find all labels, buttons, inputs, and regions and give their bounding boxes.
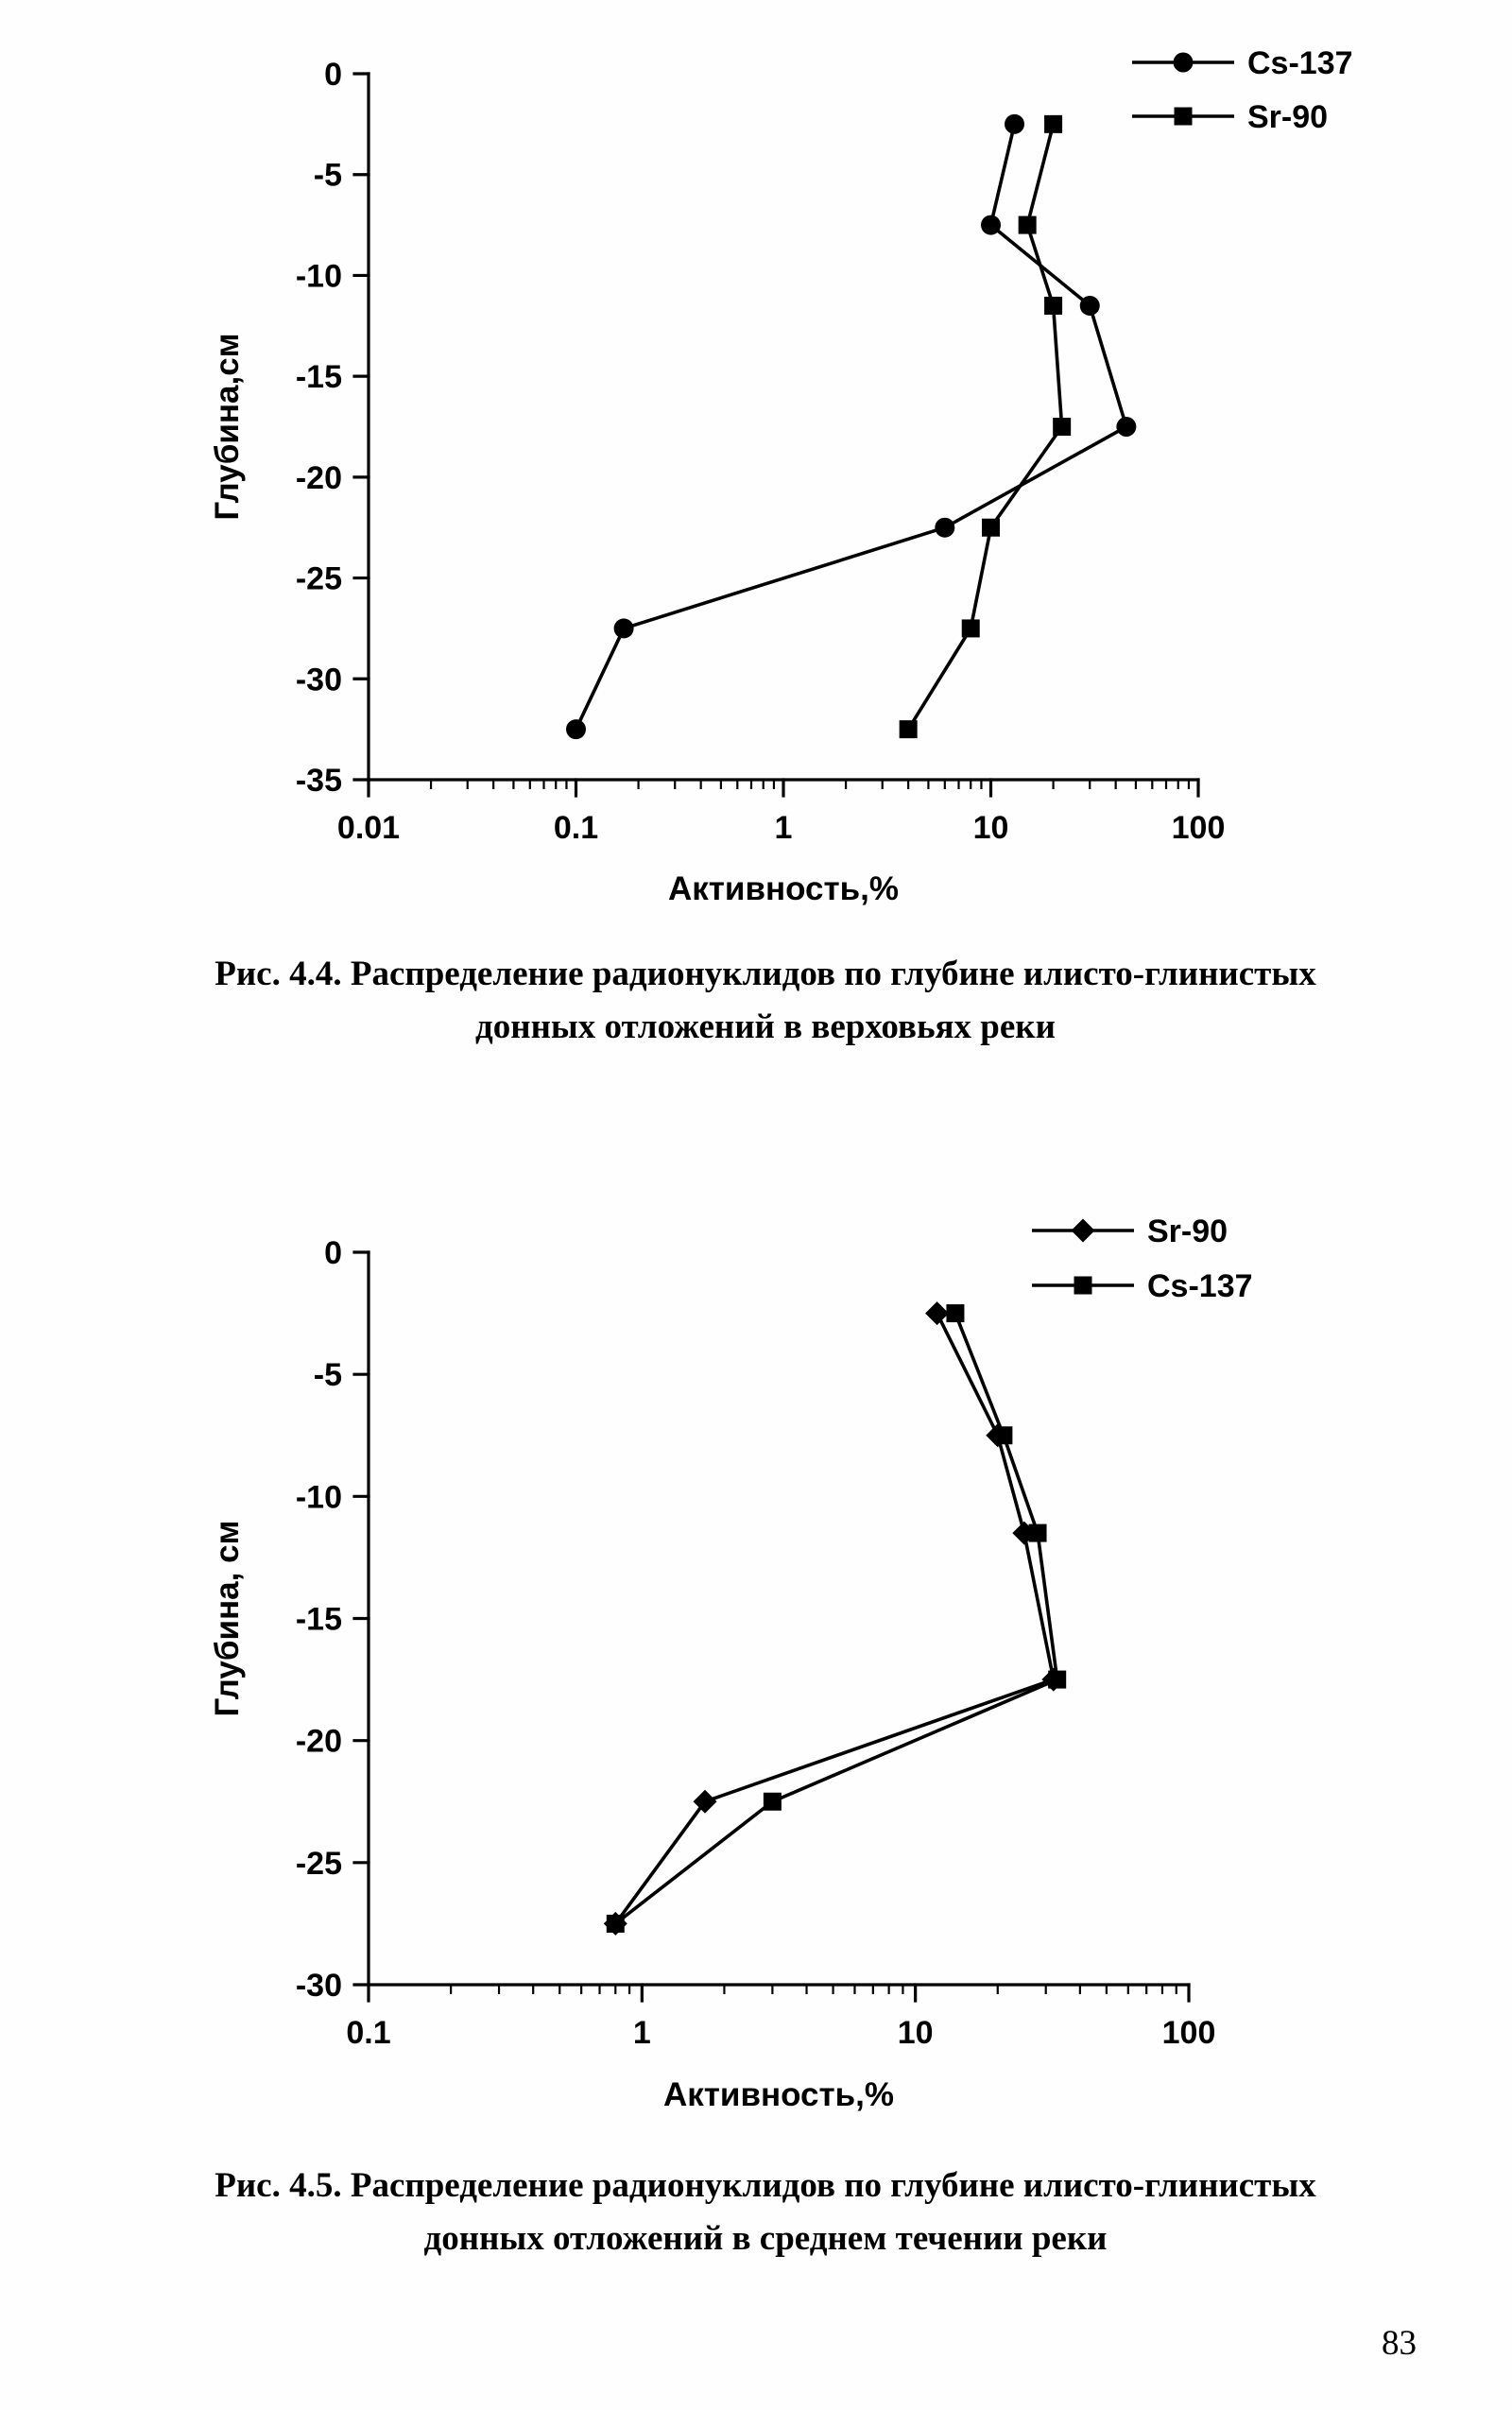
marker-diamond [925, 1301, 949, 1325]
marker-square [982, 519, 1000, 537]
y-axis-title: Глубина, см [209, 1520, 246, 1717]
marker-circle [566, 719, 586, 739]
x-tick-label: 1 [632, 2015, 651, 2051]
chart-radionuclide-depth-upper-river [0, 19, 1512, 964]
caption-line [215, 2166, 1315, 2205]
marker-square [1044, 297, 1062, 315]
y-tick-label: -15 [295, 1601, 342, 1638]
caption-line [215, 955, 1315, 993]
marker-square [900, 720, 918, 738]
y-tick-label: -20 [295, 459, 342, 496]
marker-square [946, 1304, 964, 1322]
figure-4-4-label: Рис. 4.4. [215, 955, 342, 993]
marker-square [1029, 1524, 1047, 1542]
y-tick-label: -5 [313, 1357, 342, 1394]
y-tick-label: -10 [295, 258, 342, 295]
marker-square [764, 1793, 782, 1811]
marker-square [962, 619, 980, 637]
marker-circle [1005, 114, 1024, 134]
legend-label: Sr-90 [1247, 99, 1329, 135]
y-tick-label: 0 [324, 57, 342, 93]
y-tick-label: -20 [295, 1723, 342, 1760]
marker-square [1074, 1277, 1092, 1295]
y-tick-label: -30 [295, 1968, 342, 2004]
x-tick-label: 0.01 [336, 810, 401, 846]
x-axis-title: Активность,% [668, 870, 899, 907]
marker-square [607, 1915, 625, 1933]
series-line-sr-90 [615, 1314, 1054, 1924]
page-number: 83 [1382, 2324, 1417, 2363]
x-tick-label: 0.1 [553, 810, 599, 846]
y-tick-label: -10 [295, 1479, 342, 1516]
figure-4-5-caption [132, 2160, 1399, 2264]
x-tick-label: 100 [1161, 2015, 1216, 2051]
y-tick-label: -25 [295, 1845, 342, 1882]
legend-label: Sr-90 [1147, 1214, 1228, 1249]
marker-diamond [1072, 1219, 1095, 1243]
y-tick-label: -5 [313, 157, 342, 194]
y-tick-label: -25 [295, 560, 342, 597]
marker-square [994, 1426, 1012, 1444]
y-axis-title: Глубина,см [209, 333, 246, 521]
figure-4-5-label: Рис. 4.5. [215, 2166, 342, 2205]
figure-4-5-caption-text-1: Распределение радионуклидов по глубине илисто-глинистых [350, 2166, 1316, 2205]
x-tick-label: 10 [972, 810, 1009, 846]
x-tick-label: 0.1 [346, 2015, 391, 2051]
figure-4-4-caption-text-1: Распределение радионуклидов по глубине илисто-глинистых [350, 955, 1316, 993]
x-tick-label: 1 [774, 810, 793, 846]
marker-square [1048, 1671, 1066, 1689]
marker-diamond [694, 1790, 717, 1814]
figure-4-4-caption [132, 948, 1399, 1053]
marker-circle [935, 518, 954, 538]
legend-label: Cs-137 [1247, 45, 1353, 81]
marker-square [1044, 115, 1062, 133]
legend-label: Cs-137 [1147, 1268, 1253, 1304]
figure-4-4-caption-text-2: донных отложений в верховьях реки [475, 1007, 1056, 1046]
figure-4-5-caption-text-2: донных отложений в среднем течении реки [423, 2218, 1108, 2258]
marker-square [1019, 216, 1037, 234]
x-tick-label: 10 [897, 2015, 934, 2051]
marker-circle [614, 618, 634, 638]
chart-radionuclide-depth-middle-river [0, 1172, 1512, 2145]
x-tick-label: 100 [1171, 810, 1226, 846]
y-tick-label: -30 [295, 662, 342, 698]
y-tick-label: -35 [295, 763, 342, 799]
marker-circle [981, 215, 1001, 235]
marker-circle [1116, 417, 1136, 437]
series-line-sr-90 [908, 124, 1062, 729]
marker-circle [1174, 53, 1194, 73]
series-line-cs-137 [576, 124, 1126, 729]
marker-square [1053, 418, 1071, 436]
y-tick-label: 0 [324, 1235, 342, 1271]
x-axis-title: Активность,% [663, 2076, 894, 2113]
marker-circle [1080, 296, 1100, 316]
y-tick-label: -15 [295, 359, 342, 396]
marker-square [1175, 108, 1193, 126]
